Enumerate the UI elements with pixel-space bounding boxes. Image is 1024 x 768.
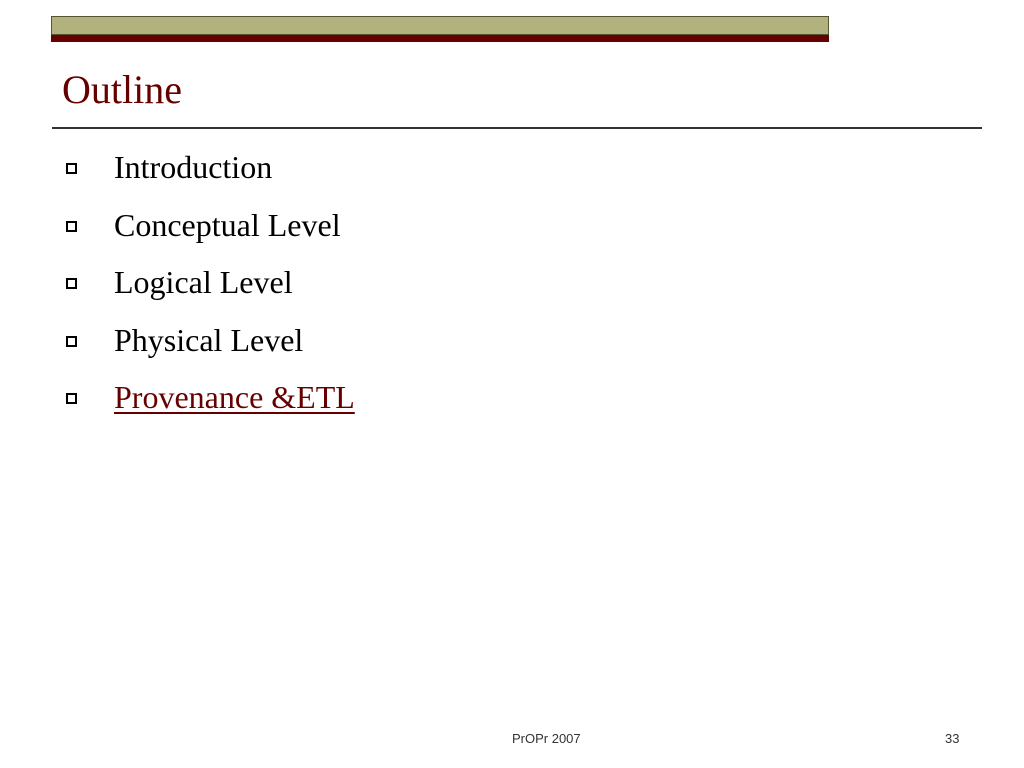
hollow-square-bullet-icon	[66, 393, 77, 404]
slide-title: Outline	[62, 67, 182, 112]
footer-text: PrOPr 2007	[512, 731, 581, 746]
bullet-label: Introduction	[114, 149, 273, 185]
bullet-label: Physical Level	[114, 321, 304, 358]
bullet-label: Conceptual Level	[114, 206, 341, 243]
hollow-square-bullet-icon	[66, 278, 77, 289]
slide-page-number: 33	[945, 731, 960, 746]
header-maroon-stripe	[51, 35, 829, 42]
header-decoration-bar	[51, 16, 829, 44]
header-olive-stripe	[51, 16, 829, 35]
hollow-square-bullet-icon	[66, 221, 77, 232]
hollow-square-bullet-icon	[66, 336, 77, 347]
bullet-label: Logical Level	[114, 264, 293, 300]
provenance-etl-link[interactable]: Provenance &ETL	[114, 379, 355, 415]
hollow-square-bullet-icon	[66, 163, 77, 174]
title-divider	[52, 127, 982, 129]
